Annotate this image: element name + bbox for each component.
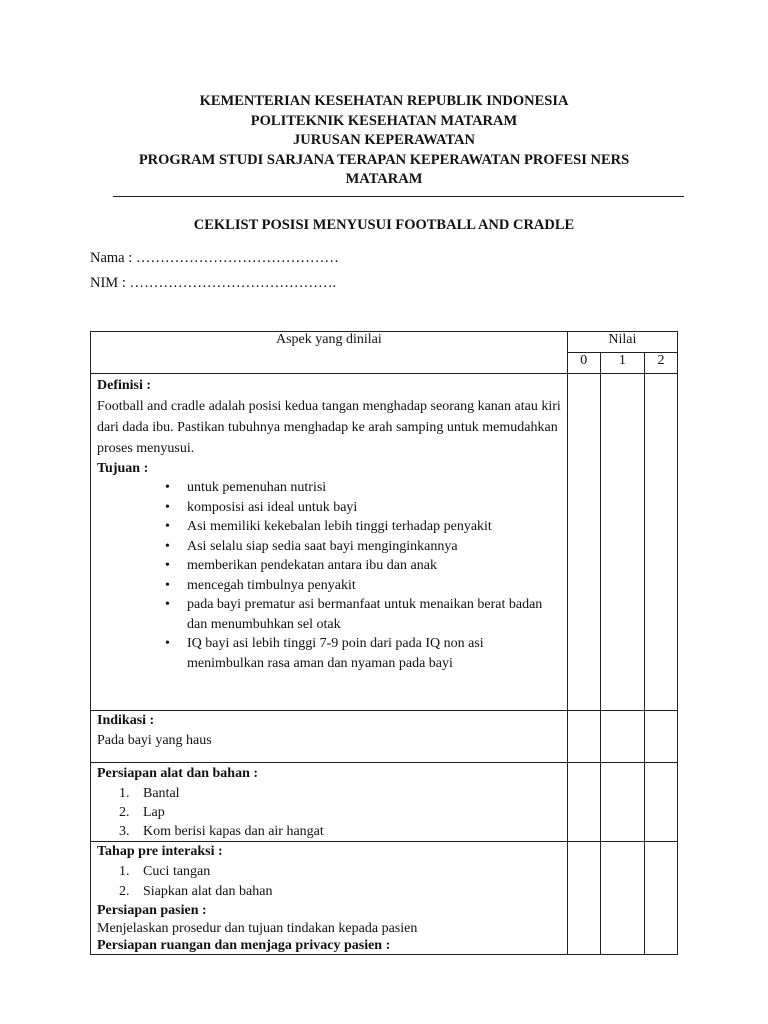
list-item: 2. Siapkan alat dan bahan: [119, 883, 273, 899]
score-cell-2[interactable]: [644, 711, 677, 763]
alat-label: Persiapan alat dan bahan :: [97, 766, 259, 781]
indikasi-text: Pada bayi yang haus: [97, 732, 212, 748]
list-item: • Asi memiliki kekebalan lebih tinggi terhadap penyakit: [187, 517, 561, 537]
institution-header: [0, 92, 768, 190]
list-item: • Asi selalu siap sedia saat bayi menginginkannya: [187, 537, 561, 557]
definisi-text: Football and cradle adalah posisi kedua tangan menghadap seorang kanan atau kiri dari dada ibu. Pastikan tubuhnya menghadap ke arah samping untuk memudahkan proses menyusui.: [97, 398, 561, 456]
table-row-pre-interaksi: [91, 842, 678, 955]
list-item: 1. Cuci tangan: [119, 863, 211, 879]
score-cell-1[interactable]: [600, 711, 644, 763]
score-header-2: 2: [644, 353, 677, 374]
table-row-alat: [91, 763, 678, 842]
score-cell-0[interactable]: [567, 711, 600, 763]
table-row-definisi: [91, 374, 678, 711]
list-item: • IQ bayi asi lebih tinggi 7-9 poin dari pada IQ non asi menimbulkan rasa aman dan nyaman pada bayi: [187, 634, 561, 673]
aspect-cell: [91, 842, 568, 955]
list-item: • komposisi asi ideal untuk bayi: [187, 498, 561, 518]
header-aspek: Aspek yang dinilai: [91, 332, 568, 374]
header-polytechnic: POLITEKNIK KESEHATAN MATARAM: [250, 112, 518, 129]
score-header-1: 1: [600, 353, 644, 374]
tujuan-label: Tujuan :: [97, 460, 149, 476]
score-cell-1[interactable]: [600, 763, 644, 842]
name-field: Nama : ……………………………………: [90, 250, 339, 266]
score-cell-1[interactable]: [600, 374, 644, 711]
score-cell-1[interactable]: [600, 842, 644, 955]
list-item: 1. Bantal: [119, 785, 180, 801]
tujuan-list: [97, 478, 561, 673]
pasien-label: Persiapan pasien :: [97, 902, 207, 918]
assessment-table: [90, 331, 678, 955]
alat-list: [97, 784, 561, 841]
score-header-0: 0: [567, 353, 600, 374]
score-cell-2[interactable]: [644, 763, 677, 842]
indikasi-label: Indikasi :: [97, 713, 155, 728]
nim-field: NIM : …………………………………….: [90, 275, 337, 291]
table-row-indikasi: [91, 711, 678, 763]
list-item: 2. Lap: [119, 804, 165, 820]
pre-label: Tahap pre interaksi :: [97, 844, 223, 859]
score-cell-0[interactable]: [567, 842, 600, 955]
score-cell-0[interactable]: [567, 763, 600, 842]
score-cell-2[interactable]: [644, 374, 677, 711]
header-city: MATARAM: [345, 171, 423, 187]
header-nilai: Nilai: [567, 332, 677, 353]
header-divider: [113, 196, 684, 197]
aspect-cell: [91, 374, 568, 711]
list-item: • memberikan pendekatan antara ibu dan anak: [187, 556, 561, 576]
score-cell-0[interactable]: [567, 374, 600, 711]
aspect-cell: [91, 763, 568, 842]
list-item: • untuk pemenuhan nutrisi: [187, 478, 561, 498]
header-program: PROGRAM STUDI SARJANA TERAPAN KEPERAWATAN PROFESI NERS: [138, 151, 630, 168]
header-department: JURUSAN KEPERAWATAN: [293, 132, 475, 148]
list-item: • pada bayi prematur asi bermanfaat untuk menaikan berat badan dan menumbuhkan sel otak: [187, 595, 561, 634]
aspect-cell: [91, 711, 568, 763]
definisi-label: Definisi :: [97, 378, 152, 393]
list-item: 3. Kom berisi kapas dan air hangat: [119, 823, 324, 839]
header-ministry: KEMENTERIAN KESEHATAN REPUBLIK INDONESIA: [199, 93, 569, 109]
score-cell-2[interactable]: [644, 842, 677, 955]
ruangan-label: Persiapan ruangan dan menjaga privacy pasien :: [97, 937, 391, 953]
pre-list: [97, 862, 561, 902]
document-title: CEKLIST POSISI MENYUSUI FOOTBALL AND CRADLE: [193, 217, 575, 233]
list-item: • mencegah timbulnya penyakit: [187, 576, 561, 596]
pasien-text: Menjelaskan prosedur dan tujuan tindakan kepada pasien: [97, 920, 418, 936]
